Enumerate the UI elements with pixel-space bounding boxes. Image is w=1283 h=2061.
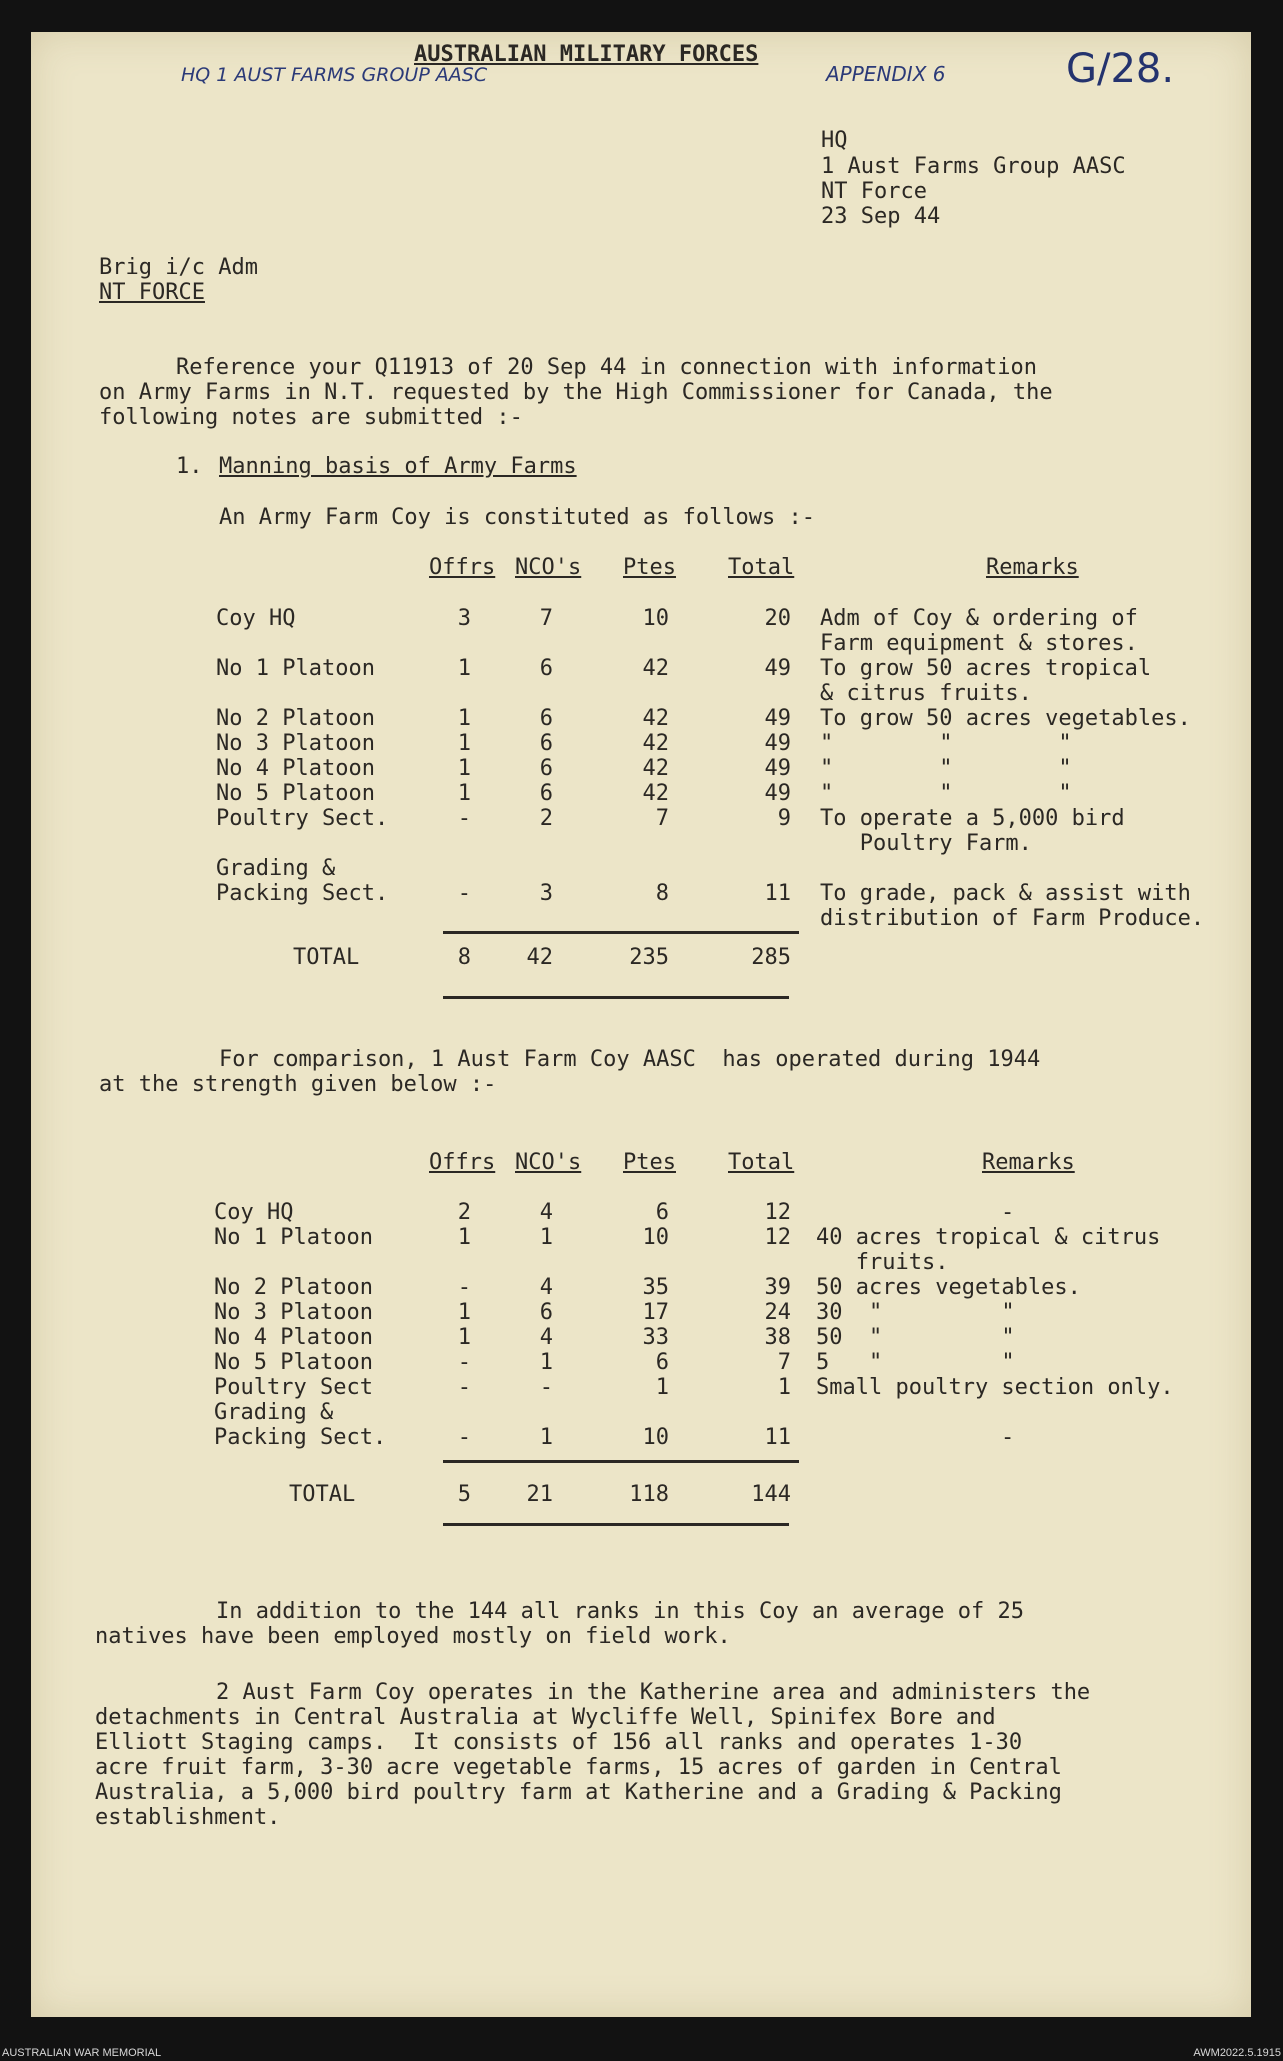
document-page — [31, 32, 1251, 2017]
subtotal-rule — [443, 931, 799, 934]
row-total: 24 — [764, 1300, 791, 1325]
row-remark: 50 acres vegetables. — [816, 1275, 1081, 1300]
section-lead: An Army Farm Coy is constituted as follows :- — [219, 505, 816, 530]
row-remark: To operate a 5,000 bird — [820, 806, 1125, 831]
row-remark: " " " — [820, 756, 1072, 781]
row-total: 49 — [764, 756, 791, 781]
row-remark: 30 " " — [816, 1300, 1015, 1325]
total-ncos: 42 — [526, 945, 553, 970]
section-number: 1. — [176, 454, 203, 479]
document-title: AUSTRALIAN MILITARY FORCES — [414, 42, 759, 67]
total-rule — [443, 1523, 789, 1526]
row-ncos: 3 — [539, 881, 553, 906]
footer-left: AUSTRALIAN WAR MEMORIAL — [2, 2047, 162, 2059]
header-remarks: Remarks — [986, 555, 1079, 580]
row-remark: To grow 50 acres tropical — [820, 656, 1152, 681]
row-ncos: 7 — [539, 606, 553, 631]
row-offrs: 1 — [457, 731, 471, 756]
row-ncos: 6 — [539, 756, 553, 781]
row-remark: - — [1001, 1200, 1015, 1225]
row-remark: 40 acres tropical & citrus — [816, 1225, 1161, 1250]
row-offrs: 1 — [457, 706, 471, 731]
document-date: 23 Sep 44 — [821, 204, 941, 229]
row-ptes: 17 — [642, 1300, 669, 1325]
row-ncos: - — [539, 1375, 553, 1400]
row-total: 12 — [764, 1200, 791, 1225]
row-ncos: 2 — [539, 806, 553, 831]
row-unit: No 1 Platoon — [216, 656, 375, 681]
paragraph-line: Australia, a 5,000 bird poultry farm at Katherine and a Grading & Packing — [95, 1780, 1062, 1805]
header-total: Total — [728, 1150, 795, 1175]
row-offrs: 1 — [457, 1225, 471, 1250]
row-remark: distribution of Farm Produce. — [820, 906, 1205, 931]
row-offrs: 2 — [457, 1200, 471, 1225]
row-unit: No 2 Platoon — [214, 1275, 373, 1300]
handwritten-file-reference: G/28. — [1066, 46, 1175, 92]
paragraph-line: 2 Aust Farm Coy operates in the Katherine area and administers the — [216, 1680, 1091, 1705]
row-ptes: 33 — [642, 1325, 669, 1350]
row-remark: - — [1001, 1425, 1015, 1450]
row-total: 20 — [764, 606, 791, 631]
row-ncos: 4 — [539, 1325, 553, 1350]
total-ncos: 21 — [526, 1482, 553, 1507]
row-ptes: 35 — [642, 1275, 669, 1300]
header-offrs: Offrs — [429, 1150, 496, 1175]
intro-line: following notes are submitted :- — [99, 405, 523, 430]
row-offrs: - — [457, 1375, 471, 1400]
total-rule — [443, 996, 789, 999]
section-heading: Manning basis of Army Farms — [219, 454, 577, 479]
row-unit: No 4 Platoon — [214, 1325, 373, 1350]
sender-unit: 1 Aust Farms Group AASC — [821, 154, 1126, 179]
total-label: TOTAL — [293, 945, 360, 970]
row-total: 7 — [777, 1350, 791, 1375]
row-unit: No 5 Platoon — [216, 781, 375, 806]
header-remarks: Remarks — [982, 1150, 1075, 1175]
row-ptes: 1 — [655, 1375, 669, 1400]
row-ncos: 4 — [539, 1200, 553, 1225]
row-unit: No 2 Platoon — [216, 706, 375, 731]
row-ncos: 6 — [539, 1300, 553, 1325]
row-ncos: 6 — [539, 656, 553, 681]
row-unit: No 1 Platoon — [214, 1225, 373, 1250]
header-ptes: Ptes — [623, 1150, 676, 1175]
row-ptes: 6 — [655, 1350, 669, 1375]
paragraph-line: detachments in Central Australia at Wycliffe Well, Spinifex Bore and — [95, 1705, 996, 1730]
row-offrs: - — [457, 881, 471, 906]
total-offrs: 8 — [457, 945, 471, 970]
row-unit: Grading & — [216, 856, 336, 881]
row-ptes: 42 — [642, 756, 669, 781]
natives-line: natives have been employed mostly on field work. — [95, 1624, 731, 1649]
row-ncos: 1 — [539, 1225, 553, 1250]
row-ncos: 1 — [539, 1425, 553, 1450]
row-remark: To grade, pack & assist with — [820, 881, 1191, 906]
row-offrs: 1 — [457, 1300, 471, 1325]
row-ncos: 6 — [539, 731, 553, 756]
row-ptes: 6 — [655, 1200, 669, 1225]
sender-force: NT Force — [821, 179, 927, 204]
row-total: 38 — [764, 1325, 791, 1350]
row-offrs: 1 — [457, 656, 471, 681]
intro-line: Reference your Q11913 of 20 Sep 44 in connection with information — [176, 355, 1037, 380]
total-label: TOTAL — [289, 1482, 356, 1507]
row-unit: Coy HQ — [216, 606, 296, 631]
natives-line: In addition to the 144 all ranks in this Coy an average of 25 — [216, 1599, 1024, 1624]
row-unit: No 5 Platoon — [214, 1350, 373, 1375]
row-ncos: 6 — [539, 706, 553, 731]
row-remark: Farm equipment & stores. — [820, 631, 1138, 656]
comparison-line: For comparison, 1 Aust Farm Coy AASC has operated during 1944 — [219, 1047, 1041, 1072]
row-ptes: 7 — [655, 806, 669, 831]
row-unit: No 3 Platoon — [216, 731, 375, 756]
row-offrs: 1 — [457, 756, 471, 781]
header-offrs: Offrs — [429, 555, 496, 580]
row-ptes: 42 — [642, 731, 669, 756]
row-remark: Adm of Coy & ordering of — [820, 606, 1138, 631]
row-offrs: 1 — [457, 1325, 471, 1350]
row-remark: Small poultry section only. — [816, 1375, 1174, 1400]
row-remark: & citrus fruits. — [820, 681, 1032, 706]
handwritten-unit-annotation: HQ 1 AUST FARMS GROUP AASC — [181, 64, 488, 86]
paragraph-line: acre fruit farm, 3-30 acre vegetable farms, 15 acres of garden in Central — [95, 1755, 1062, 1780]
row-unit: Poultry Sect — [214, 1375, 373, 1400]
row-remark: 5 " " — [816, 1350, 1015, 1375]
row-total: 11 — [764, 1425, 791, 1450]
row-remark: 50 " " — [816, 1325, 1015, 1350]
total-ptes: 235 — [629, 945, 669, 970]
row-offrs: - — [457, 1275, 471, 1300]
row-total: 12 — [764, 1225, 791, 1250]
row-total: 49 — [764, 731, 791, 756]
total-total: 285 — [751, 945, 791, 970]
row-unit: Grading & — [214, 1400, 334, 1425]
row-unit: Coy HQ — [214, 1200, 294, 1225]
row-ncos: 4 — [539, 1275, 553, 1300]
row-ptes: 10 — [642, 1225, 669, 1250]
row-offrs: 3 — [457, 606, 471, 631]
row-ptes: 10 — [642, 1425, 669, 1450]
row-total: 1 — [777, 1375, 791, 1400]
row-ptes: 42 — [642, 706, 669, 731]
row-unit: Packing Sect. — [214, 1425, 387, 1450]
header-ncos: NCO's — [515, 1150, 582, 1175]
row-unit: Poultry Sect. — [216, 806, 389, 831]
total-offrs: 5 — [457, 1482, 471, 1507]
row-remark: " " " — [820, 731, 1072, 756]
row-ncos: 1 — [539, 1350, 553, 1375]
subtotal-rule — [443, 1460, 799, 1463]
header-ncos: NCO's — [515, 555, 582, 580]
row-offrs: - — [457, 1425, 471, 1450]
paragraph-line: establishment. — [95, 1805, 281, 1830]
row-unit: Packing Sect. — [216, 881, 389, 906]
row-ncos: 6 — [539, 781, 553, 806]
row-remark: " " " — [820, 781, 1072, 806]
row-remark: Poultry Farm. — [820, 831, 1032, 856]
comparison-line: at the strength given below :- — [99, 1072, 497, 1097]
row-unit: No 4 Platoon — [216, 756, 375, 781]
row-total: 49 — [764, 706, 791, 731]
row-total: 49 — [764, 656, 791, 681]
header-ptes: Ptes — [623, 555, 676, 580]
paragraph-line: Elliott Staging camps. It consists of 156 all ranks and operates 1-30 — [95, 1730, 1023, 1755]
row-total: 39 — [764, 1275, 791, 1300]
row-ptes: 42 — [642, 781, 669, 806]
header-total: Total — [728, 555, 795, 580]
row-unit: No 3 Platoon — [214, 1300, 373, 1325]
row-remark: fruits. — [816, 1250, 949, 1275]
intro-line: on Army Farms in N.T. requested by the High Commissioner for Canada, the — [99, 380, 1053, 405]
recipient-force: NT FORCE — [99, 280, 205, 305]
handwritten-appendix-annotation: APPENDIX 6 — [826, 62, 946, 86]
row-ptes: 8 — [655, 881, 669, 906]
row-offrs: 1 — [457, 781, 471, 806]
total-total: 144 — [751, 1482, 791, 1507]
row-total: 49 — [764, 781, 791, 806]
row-ptes: 10 — [642, 606, 669, 631]
recipient-title: Brig i/c Adm — [99, 255, 258, 280]
row-remark: To grow 50 acres vegetables. — [820, 706, 1191, 731]
row-offrs: - — [457, 806, 471, 831]
row-total: 9 — [777, 806, 791, 831]
sender-hq: HQ — [821, 128, 848, 153]
row-total: 11 — [764, 881, 791, 906]
row-ptes: 42 — [642, 656, 669, 681]
footer-accession: AWM2022.5.1915 — [1193, 2047, 1281, 2059]
total-ptes: 118 — [629, 1482, 669, 1507]
row-offrs: - — [457, 1350, 471, 1375]
